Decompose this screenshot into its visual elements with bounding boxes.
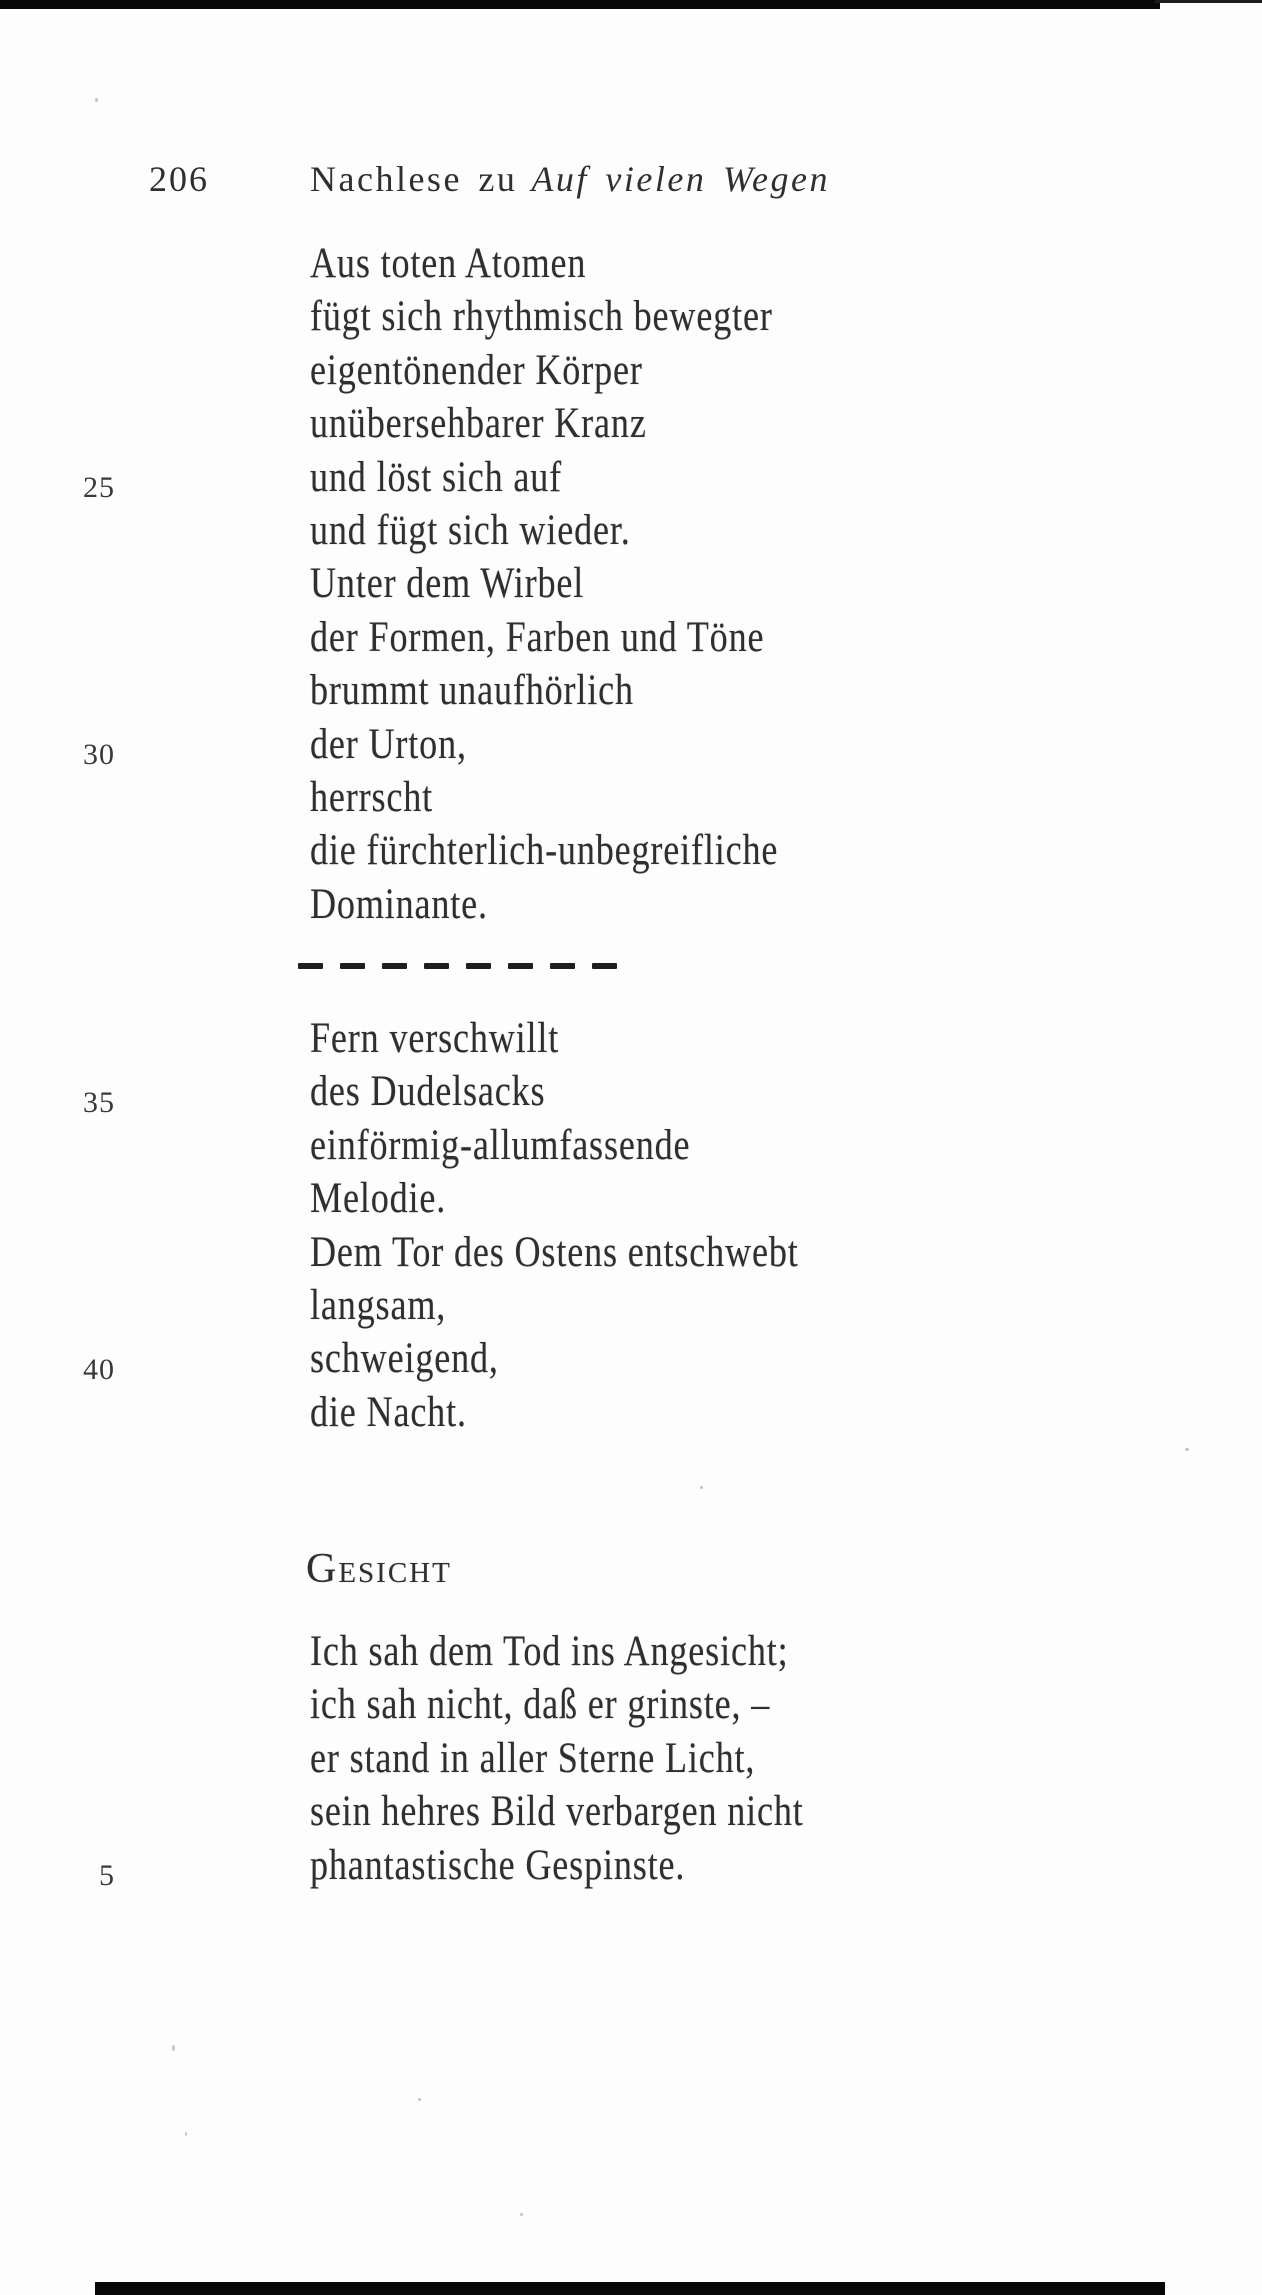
poem-line: der Formen, Farben und Töne	[310, 613, 765, 661]
poem-line: fügt sich rhythmisch bewegter	[310, 293, 773, 341]
poem-line: langsam,	[310, 1282, 447, 1330]
poem-line: und löst sich auf	[310, 453, 563, 501]
running-header	[310, 158, 830, 200]
poem-line: Melodie.	[310, 1175, 447, 1223]
scan-speck	[172, 2045, 175, 2051]
scan-speck	[418, 2098, 421, 2101]
poem-stanza-after-break	[310, 1012, 799, 1439]
poem-line: und fügt sich wieder.	[310, 507, 631, 555]
poem-line: Ich sah dem Tod ins Angesicht;	[310, 1628, 789, 1675]
poem-gesicht-stanza	[310, 1625, 804, 1892]
verse-line-number-40: 40	[83, 1353, 115, 1386]
dash	[382, 963, 407, 969]
poem-line: Fern verschwillt	[310, 1015, 560, 1062]
poem-title-gesicht: Gesicht	[306, 1546, 452, 1592]
stanza-break-dashed-rule	[298, 963, 617, 969]
dash	[508, 963, 533, 969]
poem-line: die Nacht.	[310, 1388, 467, 1436]
poem-line: einförmig-allumfassende	[310, 1121, 691, 1169]
scan-speck	[700, 1486, 703, 1489]
poem-line: sein hehres Bild verbargen nicht	[310, 1788, 804, 1836]
poem-line: Unter dem Wirbel	[310, 560, 585, 608]
dash	[340, 963, 365, 969]
dash	[592, 963, 617, 969]
scan-speck	[1185, 1448, 1189, 1451]
poem-line: ich sah nicht, daß er grinste, –	[310, 1681, 771, 1729]
page-number: 206	[149, 159, 209, 199]
scan-speck	[185, 2132, 187, 2136]
scanner-edge-top-bar	[0, 0, 1160, 9]
poem-line: der Urton,	[310, 720, 467, 768]
running-header-work-title: Auf vielen Wegen	[531, 159, 830, 199]
poem-line: die fürchterlich-unbegreifliche	[310, 827, 779, 875]
scan-speck	[520, 2213, 523, 2216]
dash	[424, 963, 449, 969]
scanner-edge-bottom-bar	[95, 2282, 1165, 2295]
poem-line: eigentönender Körper	[310, 346, 643, 394]
poem-line: Aus toten Atomen	[310, 240, 587, 287]
poem-line: des Dudelsacks	[310, 1068, 546, 1116]
poem-line: phantastische Gespinste.	[310, 1841, 686, 1889]
poem-line: er stand in aller Sterne Licht,	[310, 1734, 756, 1782]
dash	[298, 963, 323, 969]
poem-line: Dem Tor des Ostens entschwebt	[310, 1228, 799, 1276]
scan-speck	[95, 98, 98, 102]
poem-line: Dominante.	[310, 880, 488, 928]
poem-stanza-before-break	[310, 237, 778, 931]
scanner-edge-top-taper	[1155, 0, 1262, 3]
dash	[466, 963, 491, 969]
dash	[550, 963, 575, 969]
verse-line-number-5: 5	[99, 1859, 115, 1892]
poem-line: herrscht	[310, 774, 434, 822]
poem-line: unübersehbarer Kranz	[310, 400, 647, 448]
verse-line-number-35: 35	[83, 1086, 115, 1119]
verse-line-number-25: 25	[83, 471, 115, 504]
running-header-section: Nachlese zu	[310, 159, 518, 199]
verse-line-number-30: 30	[83, 738, 115, 771]
poem-line: brummt unaufhörlich	[310, 667, 634, 715]
poem-line: schweigend,	[310, 1335, 499, 1383]
